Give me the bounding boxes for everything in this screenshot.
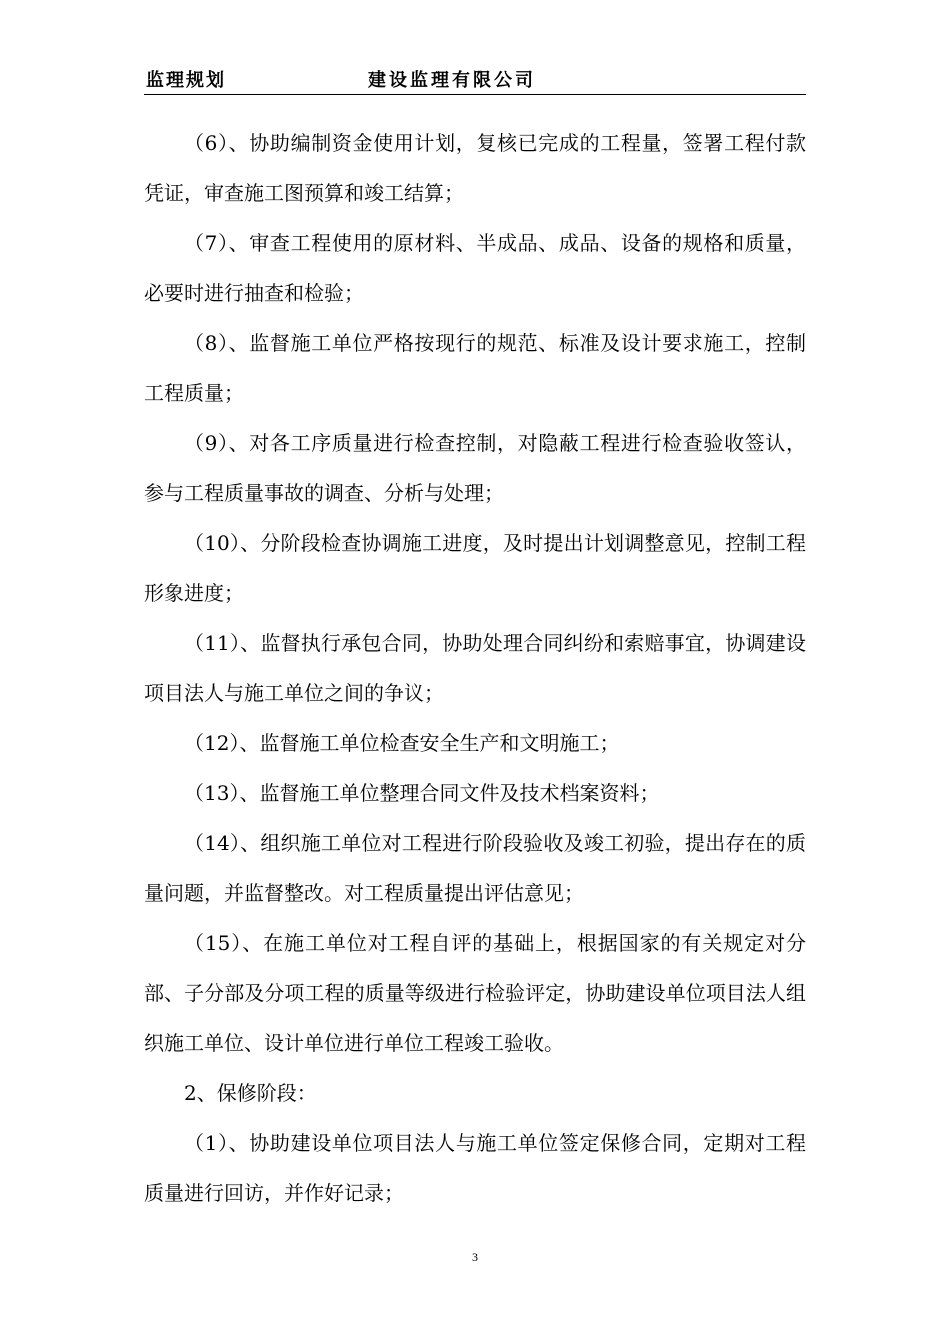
paragraph: （15）、在施工单位对工程自评的基础上，根据国家的有关规定对分部、子分部及分项工程的质量等级进行检验评定，协助建设单位项目法人组织施工单位、设计单位进行单位工程竣工验收。 bbox=[144, 931, 806, 1055]
paragraph: （8）、监督施工单位严格按现行的规范、标准及设计要求施工，控制工程质量； bbox=[144, 331, 806, 405]
paragraph: （10）、分阶段检查协调施工进度，及时提出计划调整意见，控制工程形象进度； bbox=[144, 531, 806, 605]
paragraph: （7）、审查工程使用的原材料、半成品、成品、设备的规格和质量，必要时进行抽查和检验； bbox=[144, 231, 806, 305]
paragraph: （13）、监督施工单位整理合同文件及技术档案资料； bbox=[184, 781, 660, 805]
header-company: 建设监理有限公司 bbox=[368, 70, 536, 91]
page-header bbox=[144, 62, 806, 95]
paragraph: （9）、对各工序质量进行检查控制，对隐蔽工程进行检查验收签认，参与工程质量事故的调查、分析与处理； bbox=[144, 431, 806, 505]
document-body bbox=[144, 118, 806, 1218]
header-title: 监理规划 bbox=[146, 70, 226, 91]
paragraph: （1）、协助建设单位项目法人与施工单位签定保修合同，定期对工程质量进行回访，并作好记录； bbox=[144, 1131, 806, 1205]
paragraph: （14）、组织施工单位对工程进行阶段验收及竣工初验，提出存在的质量问题，并监督整改。对工程质量提出评估意见； bbox=[144, 831, 806, 905]
page-number: 3 bbox=[472, 1250, 478, 1264]
section-heading: 2、保修阶段： bbox=[184, 1081, 317, 1105]
paragraph: （11）、监督执行承包合同，协助处理合同纠纷和索赔事宜，协调建设项目法人与施工单位之间的争议； bbox=[144, 631, 806, 705]
paragraph: （12）、监督施工单位检查安全生产和文明施工； bbox=[184, 731, 620, 755]
paragraph: （6）、协助编制资金使用计划，复核已完成的工程量，签署工程付款凭证，审查施工图预算和竣工结算； bbox=[144, 131, 806, 205]
